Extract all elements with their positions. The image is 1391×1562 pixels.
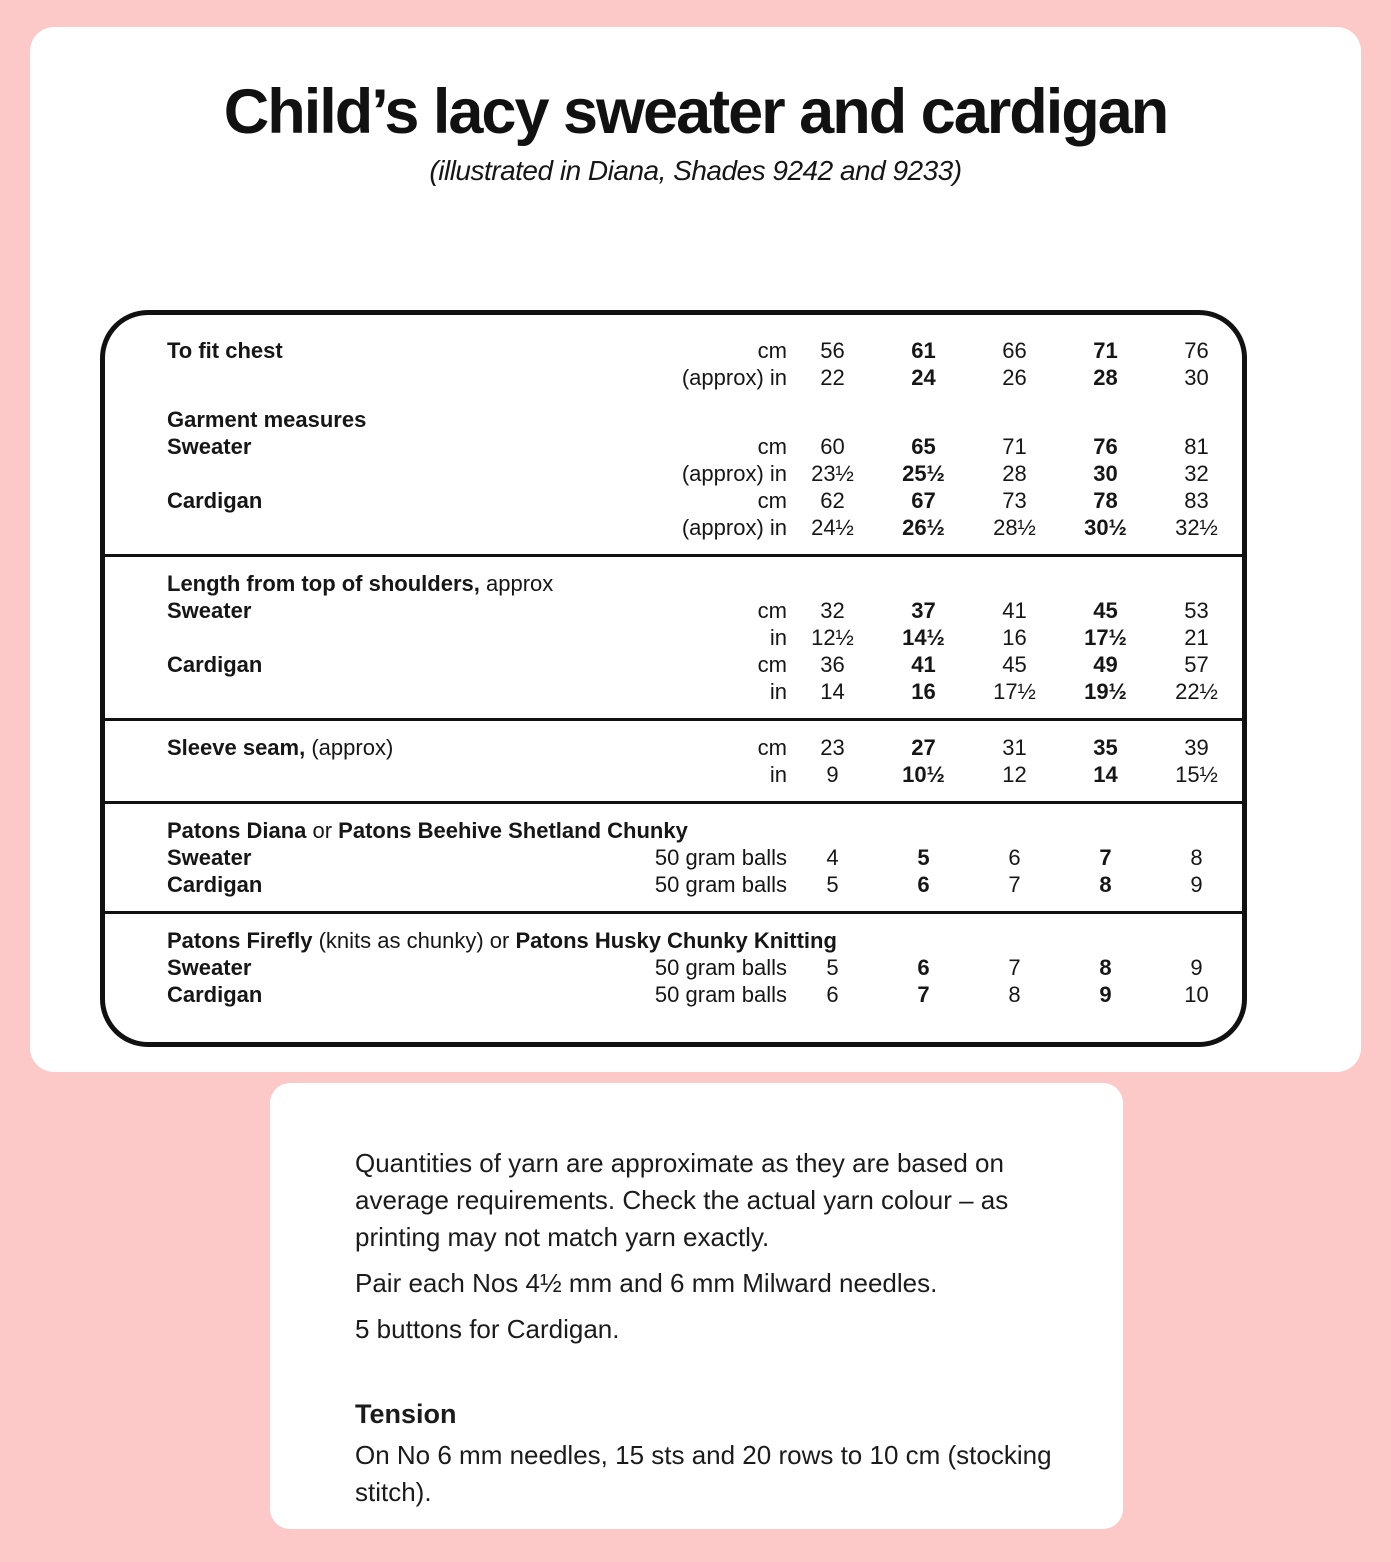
row-value: 30 [1184,365,1209,390]
row-label: Cardigan [167,652,263,677]
row-value: 10½ [902,762,945,787]
row-value: 71 [1093,338,1118,363]
row-values [787,678,1242,705]
row-value: 5 [826,955,839,980]
row-value: 81 [1184,434,1209,459]
row-value: 25½ [902,461,945,486]
row-value: 31 [1002,735,1027,760]
row-unit: 50 gram balls [654,872,787,897]
row-unit: cm [757,488,787,513]
row-values [787,651,1242,678]
row-unit: (approx) in [681,365,787,390]
row-label: Sweater [167,955,252,980]
row-unit: in [769,679,787,704]
row-label: Sweater [167,845,252,870]
row-unit: cm [757,598,787,623]
table-row [105,337,1242,364]
row-values [787,433,1242,460]
row-label: Length from top of shoulders, approx [167,571,554,596]
note-paragraph: 5 buttons for Cardigan. [355,1314,620,1344]
row-value: 28 [1002,461,1027,486]
row-unit: in [769,762,787,787]
row-value: 16 [911,679,936,704]
row-value: 61 [911,338,936,363]
row-value: 12½ [811,625,854,650]
row-label: Patons Diana or Patons Beehive Shetland Chunky [167,818,688,843]
row-unit: in [769,625,787,650]
row-value: 17½ [993,679,1036,704]
row-value: 7 [1008,872,1021,897]
row-value: 7 [1008,955,1021,980]
row-values [787,761,1242,788]
tension-heading: Tension [355,1399,457,1429]
table-row [105,871,1242,898]
row-unit: (approx) in [681,515,787,540]
table-section [105,315,1242,554]
row-value: 41 [911,652,936,677]
table-row [105,734,1242,761]
tension-text: On No 6 mm needles, 15 sts and 20 rows to 10 cm (stocking stitch). [355,1440,1052,1507]
row-value: 41 [1002,598,1027,623]
row-values [787,954,1242,981]
table-row [105,651,1242,678]
row-value: 36 [820,652,845,677]
table-row [105,406,1242,433]
table-row [105,817,1242,844]
row-value: 35 [1093,735,1118,760]
table-row [105,597,1242,624]
row-value: 7 [1099,845,1112,870]
pattern-page-panel [30,27,1361,1072]
row-value: 49 [1093,652,1118,677]
row-value: 17½ [1084,625,1127,650]
row-value: 45 [1002,652,1027,677]
row-value: 57 [1184,652,1209,677]
note-paragraph: Pair each Nos 4½ mm and 6 mm Milward needles. [355,1268,938,1298]
row-value: 9 [1099,982,1112,1007]
row-value: 9 [1190,872,1203,897]
table-row [105,954,1242,981]
row-values [787,514,1242,541]
row-value: 28½ [993,515,1036,540]
table-row [105,364,1242,391]
row-value: 21 [1184,625,1209,650]
table-section [105,554,1242,718]
row-values [787,844,1242,871]
table-row [105,514,1242,541]
row-label: Cardigan [167,982,263,1007]
row-unit: cm [757,652,787,677]
row-label: Sweater [167,434,252,459]
row-label: Cardigan [167,872,263,897]
size-table [100,310,1247,1047]
row-value: 60 [820,434,845,459]
row-value: 23 [820,735,845,760]
row-unit: cm [757,338,787,363]
row-value: 76 [1093,434,1118,459]
row-label: Cardigan [167,488,263,513]
row-unit: (approx) in [681,461,787,486]
table-row [105,460,1242,487]
row-value: 66 [1002,338,1027,363]
row-value: 27 [911,735,936,760]
row-value: 14 [820,679,845,704]
row-label: Sleeve seam, (approx) [167,735,394,760]
notes-block [270,1083,1123,1511]
row-value: 12 [1002,762,1027,787]
row-value: 8 [1008,982,1021,1007]
table-row [105,624,1242,651]
row-values [787,981,1242,1008]
row-unit: cm [757,434,787,459]
row-value: 10 [1184,982,1209,1007]
table-row [105,678,1242,705]
row-values [787,460,1242,487]
page-title: Child’s lacy sweater and cardigan [223,77,1168,147]
row-value: 62 [820,488,845,513]
row-value: 5 [826,872,839,897]
row-value: 16 [1002,625,1027,650]
row-value: 30½ [1084,515,1127,540]
page-subtitle: (illustrated in Diana, Shades 9242 and 9233) [429,155,962,187]
row-value: 24 [911,365,936,390]
row-value: 73 [1002,488,1027,513]
row-value: 83 [1184,488,1209,513]
row-values [787,624,1242,651]
row-value: 23½ [811,461,854,486]
table-section [105,911,1242,1042]
row-value: 4 [826,845,839,870]
table-row [105,981,1242,1008]
row-value: 37 [911,598,936,623]
row-value: 22 [820,365,845,390]
row-value: 8 [1099,872,1112,897]
row-value: 67 [911,488,936,513]
row-value: 65 [911,434,936,459]
row-unit: 50 gram balls [654,845,787,870]
table-row [105,927,1242,954]
row-value: 30 [1093,461,1118,486]
row-value: 6 [1008,845,1021,870]
row-label: Patons Firefly (knits as chunky) or Patons Husky Chunky Knitting [167,928,837,953]
table-section [105,718,1242,801]
row-value: 32 [1184,461,1209,486]
row-label: Sweater [167,598,252,623]
row-value: 14½ [902,625,945,650]
row-unit: cm [757,735,787,760]
row-value: 71 [1002,434,1027,459]
row-value: 28 [1093,365,1118,390]
row-value: 76 [1184,338,1209,363]
row-value: 26½ [902,515,945,540]
row-unit: 50 gram balls [654,982,787,1007]
row-values [787,337,1242,364]
row-value: 32½ [1175,515,1218,540]
row-value: 32 [820,598,845,623]
row-value: 39 [1184,735,1209,760]
row-value: 5 [917,845,930,870]
row-value: 6 [917,955,930,980]
row-value: 26 [1002,365,1027,390]
table-row [105,844,1242,871]
table-row [105,761,1242,788]
table-section [105,801,1242,911]
notes-panel [270,1083,1123,1529]
table-row [105,487,1242,514]
row-value: 6 [826,982,839,1007]
row-value: 9 [826,762,839,787]
row-value: 9 [1190,955,1203,980]
row-value: 45 [1093,598,1118,623]
table-row [105,433,1242,460]
row-label: Garment measures [167,407,367,432]
row-value: 6 [917,872,930,897]
row-values [787,871,1242,898]
row-value: 7 [917,982,930,1007]
row-value: 22½ [1175,679,1218,704]
row-values [787,487,1242,514]
row-value: 53 [1184,598,1209,623]
row-values [787,597,1242,624]
row-value: 24½ [811,515,854,540]
row-value: 19½ [1084,679,1127,704]
row-value: 8 [1190,845,1203,870]
row-value: 14 [1093,762,1118,787]
row-unit: 50 gram balls [654,955,787,980]
row-value: 56 [820,338,845,363]
row-values [787,364,1242,391]
row-value: 8 [1099,955,1112,980]
row-label: To fit chest [167,338,283,363]
row-values [787,734,1242,761]
note-paragraph: Quantities of yarn are approximate as they are based on average requirements. Check the actual yarn colour – as printing may not match yarn exactly. [355,1148,1009,1252]
row-value: 15½ [1175,762,1218,787]
table-row [105,570,1242,597]
row-value: 78 [1093,488,1118,513]
